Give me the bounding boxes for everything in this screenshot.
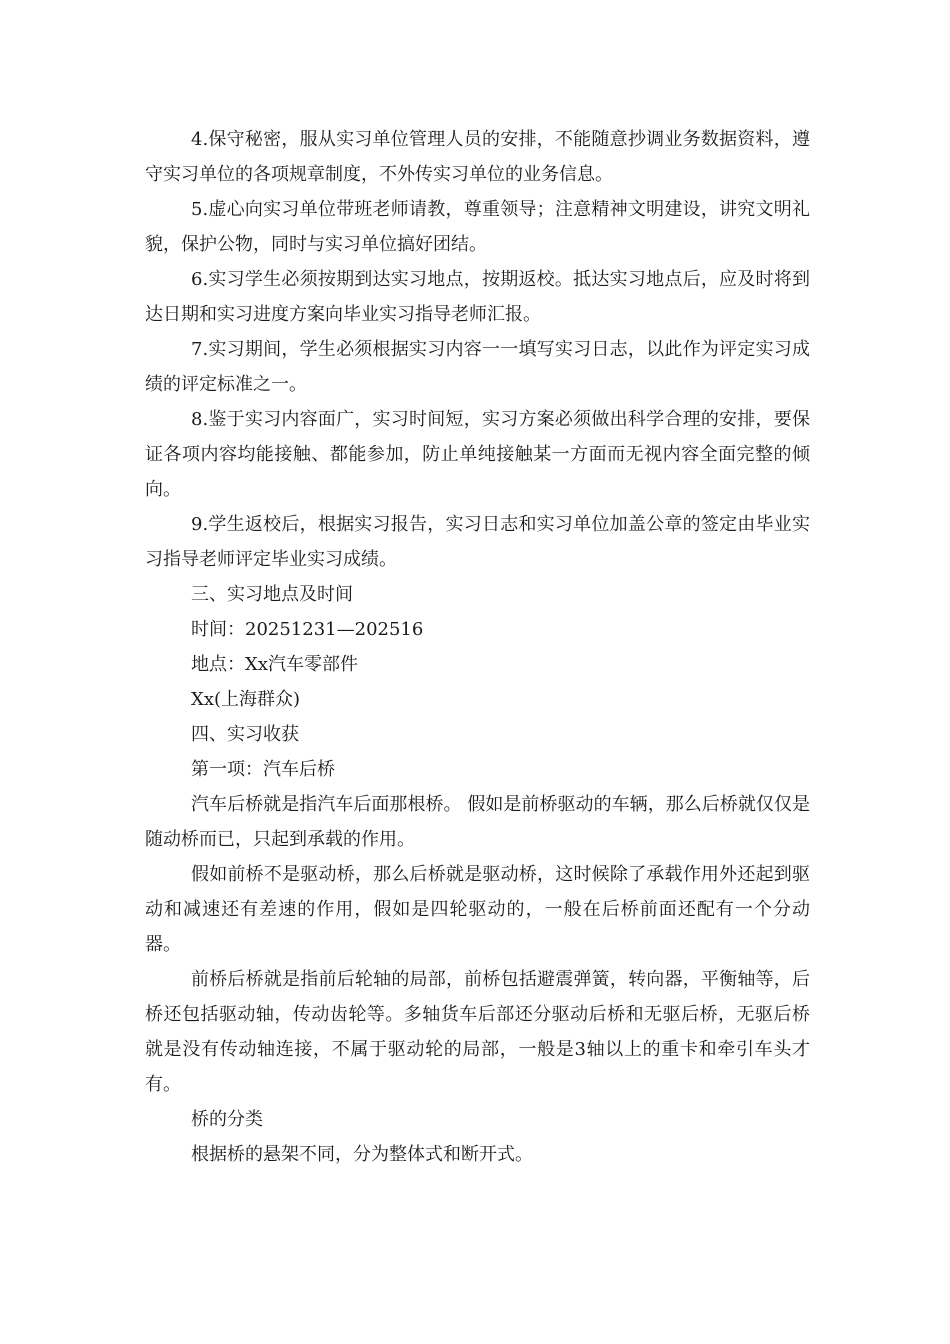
info-location: 地点：Xx汽车零部件 (191, 654, 358, 675)
paragraph-rule-6: 6.实习学生必须按期到达实习地点，按期返校。抵达实习地点后，应及时将到达日期和实习进度方案向毕业实习指导老师汇报。 (145, 269, 810, 325)
subheading-rear-axle: 第一项：汽车后桥 (191, 759, 335, 780)
paragraph-rule-8: 8.鉴于实习内容面广，实习时间短，实习方案必须做出科学合理的安排，要保证各项内容均能接触、都能参加，防止单纯接触某一方面而无视内容全面完整的倾向。 (145, 409, 810, 500)
paragraph-front-rear-axle: 前桥后桥就是指前后轮轴的局部，前桥包括避震弹簧，转向器，平衡轴等，后桥还包括驱动轴，传动齿轮等。多轴货车后部还分驱动后桥和无驱后桥，无驱后桥就是没有传动轴连接，不属于驱动轮的局部，一般是3轴以上的重卡和牵引车头才有。 (145, 969, 810, 1095)
paragraph-rule-9: 9.学生返校后，根据实习报告，实习日志和实习单位加盖公章的签定由毕业实习指导老师评定毕业实习成绩。 (145, 514, 810, 570)
section-heading-gains: 四、实习收获 (191, 724, 299, 745)
paragraph-axle-classification: 根据桥的悬架不同，分为整体式和断开式。 (191, 1144, 533, 1165)
info-location-detail: Xx(上海群众) (191, 689, 301, 710)
paragraph-rule-4: 4.保守秘密，服从实习单位管理人员的安排，不能随意抄调业务数据资料，遵守实习单位的各项规章制度，不外传实习单位的业务信息。 (145, 129, 810, 185)
subheading-axle-types: 桥的分类 (191, 1109, 263, 1130)
document-body (145, 122, 810, 1172)
paragraph-drive-axle: 假如前桥不是驱动桥，那么后桥就是驱动桥，这时候除了承载作用外还起到驱动和减速还有差速的作用，假如是四轮驱动的，一般在后桥前面还配有一个分动器。 (145, 864, 810, 955)
paragraph-rule-5: 5.虚心向实习单位带班老师请教，尊重领导；注意精神文明建设，讲究文明礼貌，保护公物，同时与实习单位搞好团结。 (145, 199, 810, 255)
paragraph-rule-7: 7.实习期间，学生必须根据实习内容一一填写实习日志，以此作为评定实习成绩的评定标准之一。 (145, 339, 810, 395)
info-time: 时间：20251231—202516 (191, 619, 424, 640)
paragraph-rear-axle-intro: 汽车后桥就是指汽车后面那根桥。 假如是前桥驱动的车辆，那么后桥就仅仅是随动桥而已，只起到承载的作用。 (145, 794, 810, 850)
section-heading-location-time: 三、实习地点及时间 (191, 584, 353, 605)
